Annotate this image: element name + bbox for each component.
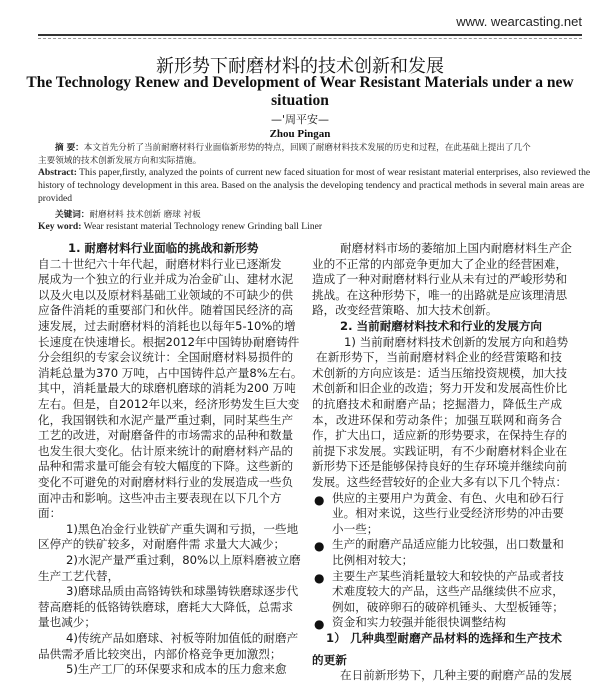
header-rule-dashed [38,38,582,39]
section-heading: 的更新 [312,652,347,667]
text-line: 2)水泥产量严重过剩，80%以上原料磨被立磨 [66,553,301,567]
text-line: 供应的主要用户为黄金、有色、火电和砂石行 [332,490,564,505]
header-rule [38,34,582,36]
text-line: 以及火电以及原材料基础工业领域的不可缺少的供 [38,287,294,302]
text-line: 本，改进环保和劳动条件；加强互联网和商务合 [312,412,562,427]
abstract-en-line2: history of technology development in this area. Based on the analysis the developing tendency and practical methods in several main areas are [38,180,585,191]
text-line: 4)传统产品如磨球、衬板等附加值低的耐磨产 [66,631,299,645]
text-line: 术难度较大的产品，这些产品继续供不应求， [332,584,564,599]
section-heading: 1） 几种典型耐磨产品材料的选择和生产技术 [326,631,562,645]
bullet-icon: ● [314,570,325,585]
text-line: 区停产的铁矿较多，对耐磨件需 求量大大减少； [38,537,286,552]
title-english: The Technology Renew and Development of Wear Resistant Materials under a new [26,74,574,91]
text-line: 其中，消耗量最大的球磨机磨球的消耗为200 万吨 [38,381,296,396]
text-line: 替高磨耗的低铬铸铁磨球，磨耗大大降低，总需求 [38,599,294,614]
text-line: 应备件消耗的重要部门和伙伴。随着国民经济的高 [38,303,294,318]
text-line: 面： [38,506,62,521]
abstract-cn-label: 摘 要： [55,143,84,153]
keywords-en [38,221,322,232]
bullet-icon: ● [314,617,325,632]
text-line: 新形势下还是能够保持良好的生存环境并继续向前 [312,459,568,474]
keywords-en-value: Wear resistant material Technology renew Grinding ball Liner [83,221,323,232]
section-heading: 1. 耐磨材料行业面临的挑战和新形势 [68,241,259,255]
text-line: 化，我国钢铁和水泥产量严重过剩，同时某些生产 [38,412,294,427]
abstract-en-line3: provided [38,193,73,204]
title-english-cont: situation [271,92,329,109]
abstract-cn-line2: 主要领域的技术创新发展方向和实际措施。 [38,156,202,166]
text-line: 生产工艺代替， [38,568,120,583]
title-chinese: 新形势下耐磨材料的技术创新和发展 [156,56,444,77]
text-line: 例如，破碎卵石的破碎机锤头、大型板锤等； [332,599,564,614]
text-line: 小一些； [332,521,379,536]
text-line: 造成了一种对耐磨材料行业从未有过的严峻形势和 [312,272,568,287]
text-line: 长速度在快速增长。根据2012年中国铸协耐磨铸件 [38,334,300,349]
section-heading: 2. 当前耐磨材料技术和行业的发展方向 [340,319,543,333]
text-line: 自二十世纪六十年代起，耐磨材料行业已逐渐发 [38,256,282,271]
text-line: 展成为一个独立的行业并成为冶金矿山、建材水泥 [38,272,294,287]
text-line: 前提下求发展。实践证明，有不少耐磨材料企业在 [312,443,568,458]
text-line: 工艺的改进，对耐磨备件的市场需求的品种和数量 [38,428,294,443]
text-line: 品种和需求量可能会有较大幅度的下降。这些新的 [38,459,294,474]
text-line: 术创新和旧企业的改造；努力开发和发展高性价比 [312,381,568,396]
text-line: 1) 当前耐磨材料技术创新的发展方向和趋势 [344,334,569,349]
text-line: 生产的耐磨产品适应能力比较强，出口数量和 [332,537,564,552]
text-line: 作，扩大出口，适应新的形势要求，在保持生存的 [312,428,568,443]
text-line: 消耗总量为370 万吨，占中国铸件总产量8%左右。 [38,365,303,380]
keywords-cn-value: 耐磨材料 技术创新 磨球 衬板 [89,210,201,220]
text-line: 的抗磨技术和耐磨产品；挖掘潜力，降低生产成 [312,397,562,411]
text-line: 耐磨材料市场的萎缩加上国内耐磨材料生产企 [340,241,572,255]
text-line: 左右。但是，自2012年以来，经济形势发生巨大变 [38,397,300,411]
text-line: 分会组织的专家会议统计：全国耐磨材料易损件的 [38,350,294,365]
text-line: 面冲击和影响。这些冲击主要表现在以下几个方 [38,490,282,505]
keywords-cn [55,208,201,220]
abstract-en-text: This paper,firstly, analyzed the points of current new faced situation for most of wear resistant material enterprises, also reviewed the [79,167,591,178]
text-line: 在日前新形势下，几种主要的耐磨产品的发展 [340,668,572,683]
keywords-en-label: Key word: [38,221,82,232]
text-line: 路，改变经营策略、加大技术创新。 [312,303,498,318]
abstract-cn-line1 [55,141,531,153]
text-line: 变化不可避免的对耐磨材料行业的发展造成一些负 [38,475,294,489]
author-english: Zhou Pingan [269,128,331,140]
abstract-cn-text: 本文首先分析了当前耐磨材料行业面临新形势的特点，回顾了耐磨材料技术发展的历史和过程，在此基础上提出了几个 [83,143,531,153]
keywords-cn-label: 关键词： [55,210,90,220]
text-line: 5)生产工厂的环保要求和成本的压力愈来愈 [66,662,287,677]
text-line: 3)磨球品质由高铬铸铁和球墨铸铁磨球逐步代 [66,584,299,599]
text-line: 业。相对来说，这些行业受经济形势的冲击要 [332,506,564,521]
text-line: 品供需矛盾比较突出，内部价格竞争更加激烈； [38,646,282,661]
site-url: www. wearcasting.net [456,14,582,29]
abstract-en-label: Abstract: [38,167,77,178]
text-line: 速发展，过去耐磨材料的消耗也以每年5-10%的增 [38,319,296,333]
text-line: 发展。这些经营较好的企业大多有以下几个特点： [312,475,568,489]
text-line: 也发生很大变化。估计原来统计的耐磨材料产品的 [38,443,294,458]
text-line: 量也减少； [38,615,96,630]
text-line: 主要生产某些消耗量较大和较快的产品或者技 [332,568,564,583]
text-line: 术创新的方向应该是：适当压缩投资规模，加大技 [312,365,568,380]
text-line: 在新形势下，当前耐磨材料企业的经营策略和技 [316,350,562,365]
text-line: 业的不正常的内部竞争更加大了企业的经营困难， [312,256,568,271]
bullet-icon: ● [314,539,325,554]
text-line: 资金和实力较强并能很快调整结构 [332,615,506,630]
author-chinese: —'周平安— [270,113,330,126]
text-line: 比例相对较大； [332,553,414,567]
text-line: 挑战。在这种形势下，唯一的出路就是应该理清思 [312,287,568,302]
bullet-icon: ● [314,492,325,507]
abstract-en-line1 [38,167,590,178]
text-line: 1)黑色冶金行业铁矿产重失调和亏损，一些地 [66,521,299,536]
